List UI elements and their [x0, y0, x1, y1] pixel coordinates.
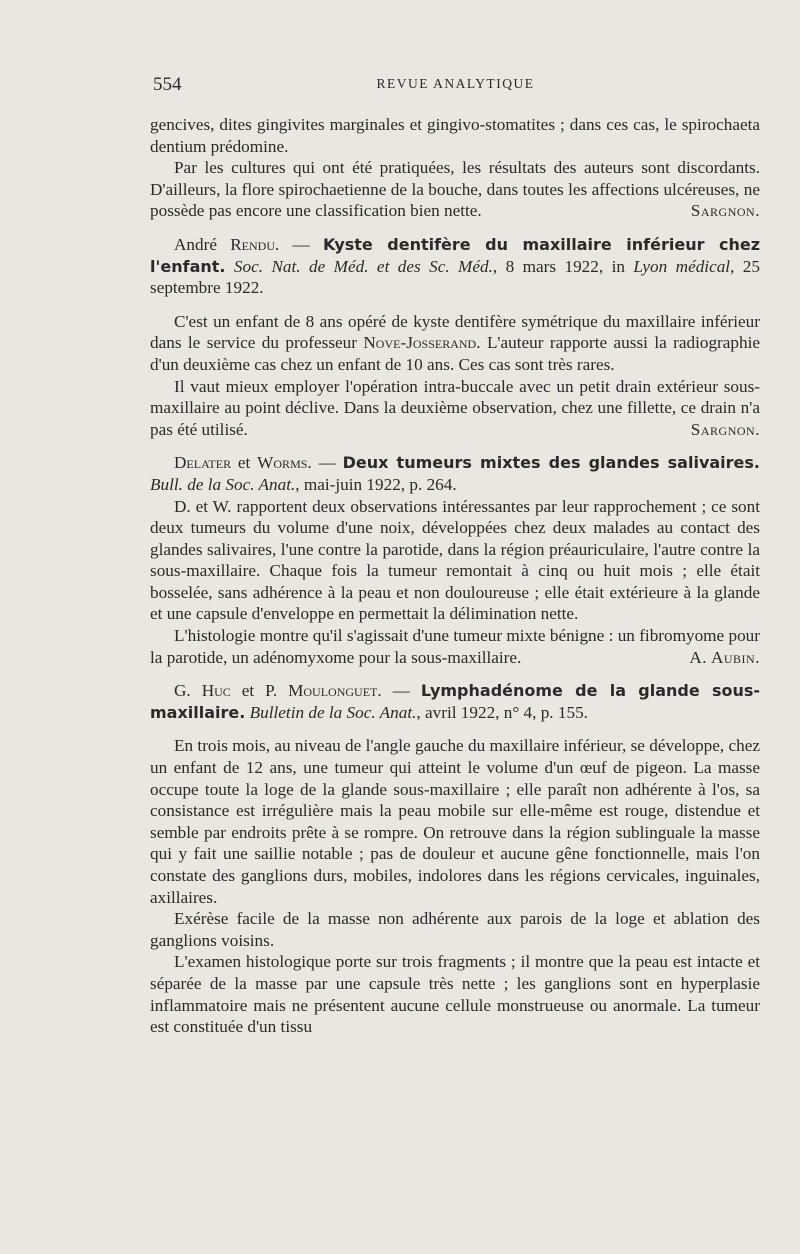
signature: Sargnon.	[690, 419, 760, 439]
journal-name: Bulletin de la Soc. Anat.	[245, 702, 417, 722]
paragraph-text: C'est un enfant de 8 ans opéré de kyste dentifère symétrique du maxillaire inférieur dans le service du professeur	[150, 311, 760, 353]
journal-name: Bull. de la Soc. Anat.	[150, 474, 296, 494]
paragraph	[150, 625, 760, 668]
citation-detail: , 8 mars 1922, in	[492, 256, 634, 276]
citation-detail: , avril 1922, n° 4, p. 155.	[416, 702, 588, 722]
page-header	[153, 74, 758, 96]
page-content	[150, 114, 760, 1038]
author-name: Delater	[174, 453, 232, 473]
paragraph: En trois mois, au niveau de l'angle gauche du maxillaire inférieur, se développe, chez un enfant de 12 ans, une tumeur qui atteint le volume d'un œuf de pigeon. La masse occupe toute la loge de la glande sous-maxillaire ; elle paraît non adhérente à l'os, sa consistance est irrégulière mais la peau mobile sur elle-même est rouge, distendue et semble par endroits prête à se rompre. On retrouve dans la région sublinguale la masse qui y fait une saillie notable ; pas de douleur et aucune gêne fonctionnelle, mais l'on constate des ganglions durs, mobiles, indolores dans les régions cervicales, inguinales, axillaires.	[150, 736, 760, 907]
article-title: Lymphadénome de la glande sous-maxillaire.	[150, 681, 761, 722]
heading-dash: . —	[377, 681, 421, 701]
citation-detail: , mai-juin 1922, p. 264.	[295, 474, 457, 494]
journal-name: Lyon médical	[633, 256, 731, 276]
abstract-heading	[150, 234, 760, 299]
signature: A. Aubin.	[689, 647, 760, 667]
author-name: Rendu	[230, 234, 275, 254]
signature: Sargnon.	[690, 201, 760, 221]
abstract-heading	[150, 680, 760, 723]
paragraph: Exérèse facile de la masse non adhérente aux parois de la loge et ablation des ganglions voisins.	[150, 909, 760, 950]
paragraph: D. et W. rapportent deux observations intéressantes par leur rapprochement ; ce sont deux tumeurs du volume d'une noix, développées chez deux malades au contact des glandes salivaires, l'une contre la parotide, dans la région préauriculaire, l'autre contre la sous-maxillaire. Chaque fois la tumeur remontait à cinq ou huit mois ; elle était bosselée, sans adhérence à la peau et non douloureuse ; elle était extérieure à la glande et une capsule d'enveloppe en permettait la délimination nette.	[150, 496, 760, 624]
paragraph-text: . L'auteur rapporte aussi la radiographie d'un deuxième cas chez un enfant de 10 ans. Ces cas sont très rares.	[150, 333, 760, 374]
article-title: Deux tumeurs mixtes des glandes salivaires.	[342, 453, 761, 473]
author-name: Moulonguet	[288, 681, 378, 701]
person-name: Nove-Josserand	[363, 333, 477, 353]
journal-name: Soc. Nat. de Méd. et des Sc. Méd.	[225, 256, 493, 276]
conjunction: et	[231, 453, 258, 473]
article-title: Kyste dentifère du maxillaire inférieur chez l'enfant.	[150, 234, 761, 276]
author-initial: G.	[174, 681, 202, 701]
citation-detail: , 25 septembre 1922.	[150, 256, 760, 298]
heading-dash: . —	[274, 234, 323, 254]
author-name: Huc	[201, 681, 231, 701]
paragraph	[150, 311, 760, 376]
paragraph	[150, 157, 760, 222]
page-number: 554	[153, 74, 182, 95]
heading-dash: . —	[307, 453, 343, 473]
running-title: REVUE ANALYTIQUE	[376, 76, 535, 91]
paragraph-text: Il vaut mieux employer l'opération intra-buccale avec un petit drain extérieur sous-maxillaire au point déclive. Dans la deuxième observation, chez une fillette, ce drain n'a pas été utilisé.	[150, 376, 760, 439]
paragraph: gencives, dites gingivites marginales et gingivo-stomatites ; dans ces cas, le spirochaeta dentium prédomine.	[150, 115, 760, 156]
abstract-heading	[150, 452, 760, 495]
author-first: André	[174, 234, 231, 254]
paragraph-text: L'histologie montre qu'il s'agissait d'une tumeur mixte bénigne : un fibromyome pour la parotide, un adénomyxome pour la sous-maxillaire.	[150, 626, 760, 667]
paragraph-text: Par les cultures qui ont été pratiquées, les résultats des auteurs sont discordants. D'ailleurs, la flore spirochaetienne de la bouche, dans toutes les affections ulcéreuses, ne possède pas encore une classification bien nette.	[150, 158, 760, 221]
paragraph: L'examen histologique porte sur trois fragments ; il montre que la peau est intacte et séparée de la masse par une capsule très nette ; les ganglions sont en hyperplasie inflammatoire mais ne présentent aucune cellule monstrueuse ou anormale. La tumeur est constituée d'un tissu	[150, 952, 760, 1037]
paragraph	[150, 376, 760, 441]
conjunction: et P.	[230, 681, 289, 701]
author-name: Worms	[257, 453, 308, 473]
